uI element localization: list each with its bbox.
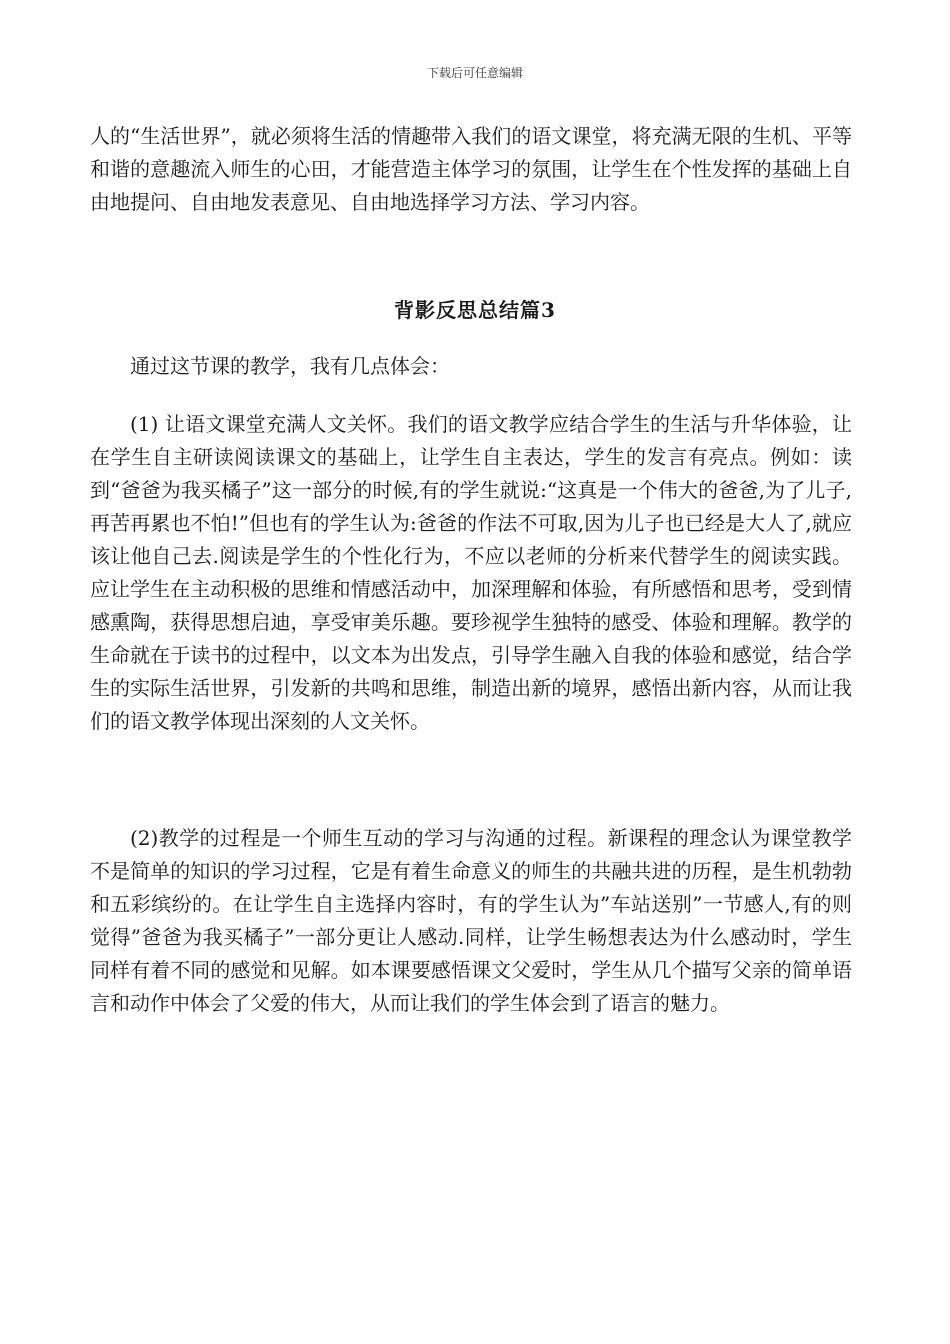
intro-paragraph: 通过这节课的教学，我有几点体会： [130, 354, 450, 378]
section-title: 背影反思总结篇3 [394, 298, 556, 322]
page-header-note: 下载后可任意编辑 [426, 66, 523, 80]
point-2-paragraph: (2)教学的过程是一个师生互动的学习与沟通的过程。新课程的理念认为课堂教学不是简单的知识的学习过程，它是有着生命意义的师生的共融共进的历程，是生机勃勃和五彩缤纷的。在让学生自主选择内容时，有的学生认为”车站送别”一节感人,有的则觉得”爸爸为我买橘子”一部分更让人感动.同样，让学生畅想表达为什么感动时，学生同样有着不同的感觉和见解。如本课要感悟课文父爱时，学生从几个描写父亲的简单语言和动作中体会了父爱的伟大，从而让我们的学生体会到了语言的魅力。 [90, 826, 852, 1015]
point-1-paragraph: (1) 让语文课堂充满人文关怀。我们的语文教学应结合学生的生活与升华体验，让在学生自主研读阅读课文的基础上，让学生自主表达，学生的发言有亮点。例如：读到“爸爸为我买橘子”这一部分的时候,有的学生就说:“这真是一个伟大的爸爸,为了儿子,再苦再累也不怕!”但也有的学生认为:爸爸的作法不可取,因为儿子也已经是大人了,就应该让他自己去.阅读是学生的个性化行为，不应以老师的分析来代替学生的阅读实践。应让学生在主动积极的思维和情感活动中，加深理解和体验，有所感悟和思考，受到情感熏陶，获得思想启迪，享受审美乐趣。要珍视学生独特的感受、体验和理解。教学的生命就在于读书的过程中，以文本为出发点，引导学生融入自我的体验和感觉，结合学生的实际生活世界，引发新的共鸣和思维，制造出新的境界，感悟出新内容，从而让我们的语文教学体现出深刻的人文关怀。 [90, 412, 852, 733]
paragraph-continued: 人的“生活世界”，就必须将生活的情趣带入我们的语文课堂，将充满无限的生机、平等和谐的意趣流入师生的心田，才能营造主体学习的氛围，让学生在个性发挥的基础上自由地提问、自由地发表意见、自由地选择学习方法、学习内容。 [90, 124, 852, 214]
